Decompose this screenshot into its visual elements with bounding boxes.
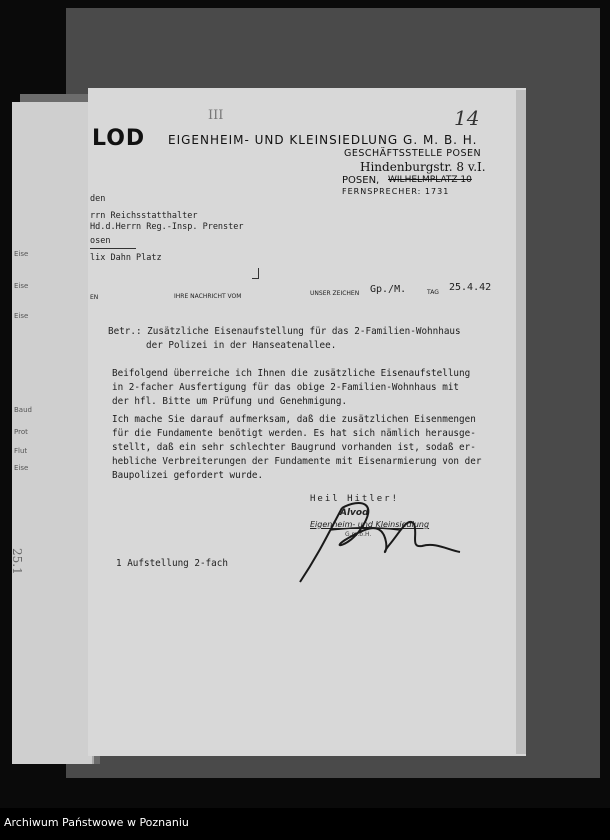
body-line: stellt, daß ein sehr schlechter Baugrund vorhanden ist, sodaß er- [112,442,476,453]
phone-number: FERNSPRECHER: 1731 [342,187,450,196]
body-line: Beifolgend überreiche ich Ihnen die zusätzliche Eisenaufstellung [112,368,471,379]
handwritten-signature [290,490,480,590]
side-tab-label: Eise [14,250,29,258]
body-line: Ich mache Sie darauf aufmerksam, daß die zusätzlichen Eisenmengen [112,414,476,425]
field-label: UNSER ZEICHEN [310,290,360,297]
side-tab-label: Baud [14,406,32,414]
fold-mark [258,268,259,278]
field-label: TAG [427,289,439,296]
company-stamp-name: Alvod [340,508,369,518]
company-logo: LOD [92,126,146,151]
closing-greeting: Heil Hitler! [310,494,400,504]
enclosure-note: 1 Aufstellung 2-fach [116,558,228,569]
company-stamp-line: Eigenheim- und Kleinsiedlung [310,520,430,529]
side-tab-label: Flut [14,447,28,455]
branch-office: GESCHÄFTSSTELLE POSEN [344,148,482,159]
body-line: Baupolizei gefordert wurde. [112,470,264,481]
side-tab-label: Eise [14,312,29,320]
body-line: der hfl. Bitte um Prüfung und Genehmigung. [112,396,348,407]
struck-old-address: WILHELMPLATZ 10 [388,175,472,185]
sheet-edge [516,90,526,754]
body-line: in 2-facher Ausfertigung für das obige 2-Familien-Wohnhaus mit [112,382,460,393]
field-label: EN [90,294,99,301]
side-tab-label: Eise [14,282,29,290]
company-stamp-line: G.m.b.H. [345,531,372,538]
fold-mark [252,278,259,279]
underline-mark [90,248,136,249]
side-tab-label: Prot [14,428,28,436]
recipient-line: Hd.d.Herrn Reg.-Insp. Prenster [90,222,244,232]
recipient-line: lix Dahn Platz [90,253,162,263]
pencil-mark: III [208,108,224,123]
recipient-line: den [90,194,106,204]
letter-date: 25.4.42 [449,282,492,293]
folio-number: 14 [454,106,480,130]
recipient-line: rrn Reichsstatthalter [90,211,198,221]
body-line: für die Fundamente benötigt werden. Es hat sich nämlich herausge- [112,428,476,439]
side-handwritten-number: 25.1 [10,548,24,575]
side-tab-label: Eise [14,464,29,472]
recipient-line: osen [90,236,111,246]
field-label: IHRE NACHRICHT VOM [174,293,242,300]
archive-credit: Archiwum Państwowe w Poznaniu [4,816,189,829]
subject-line: der Polizei in der Hanseatenallee. [146,340,337,351]
city-label: POSEN, [342,175,380,186]
body-line: hebliche Verbreiterungen der Fundamente mit Eisenarmierung von der [112,456,482,467]
stamped-new-address: Hindenburgstr. 8 v.I. [360,160,486,174]
company-name: EIGENHEIM- UND KLEINSIEDLUNG G. M. B. H. [168,133,478,147]
our-reference: Gp./M. [370,284,407,295]
subject-line: Betr.: Zusätzliche Eisenaufstellung für das 2-Familien-Wohnhaus [108,326,461,337]
